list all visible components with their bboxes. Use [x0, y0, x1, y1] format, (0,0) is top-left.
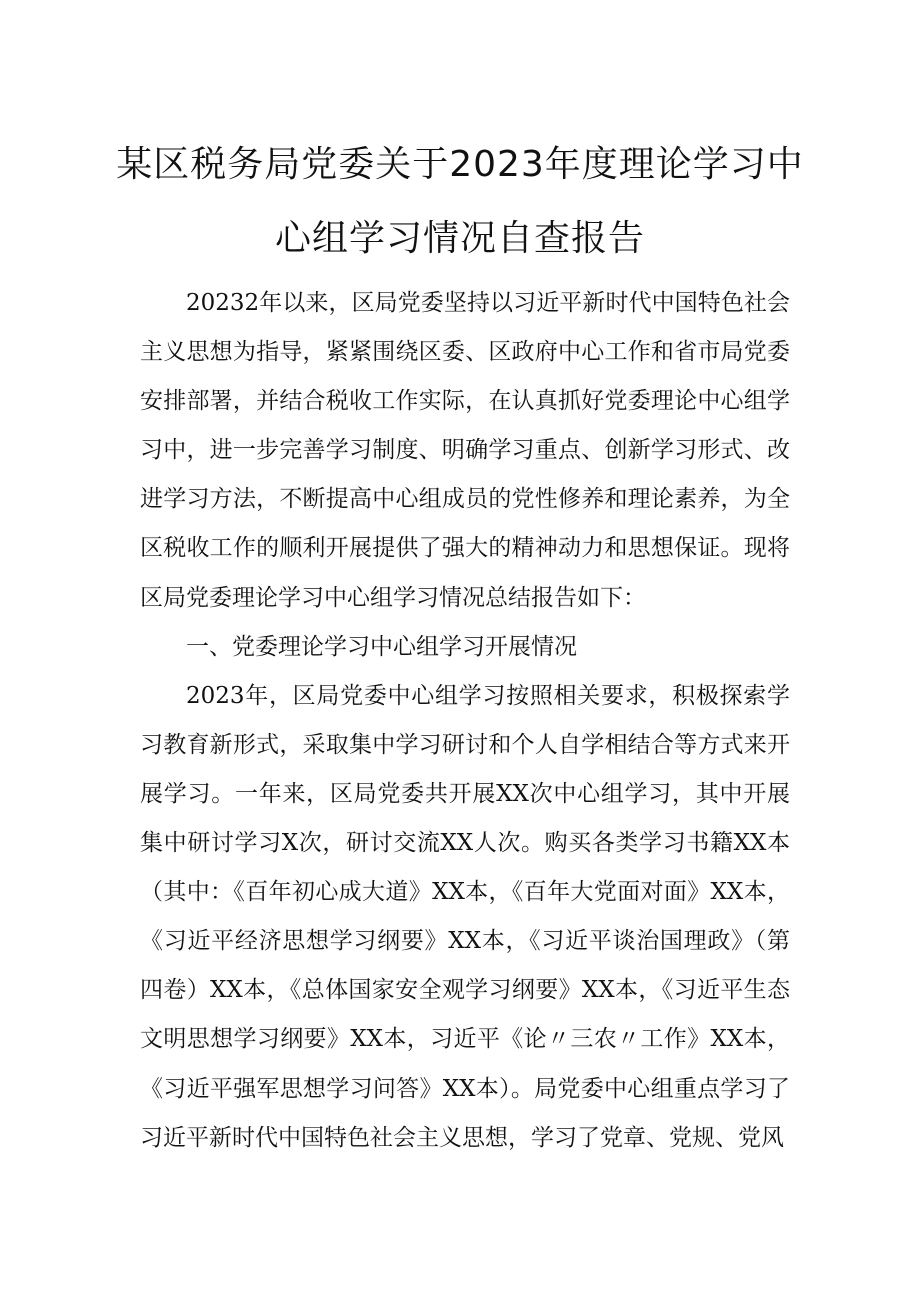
intro-paragraph: 20232年以来，区局党委坚持以习近平新时代中国特色社会主义思想为指导，紧紧围绕区委、区政府中心工作和省市局党委安排部署，并结合税收工作实际，在认真抓好党委理论中心组学习中，进一步完善学习制度、明确学习重点、创新学习形式、改进学习方法，不断提高中心组成员的党性修养和理论素养，为全区税收工作的顺利开展提供了强大的精神动力和思想保证。现将区局党委理论学习中心组学习情况总结报告如下： — [140, 290, 790, 611]
document-title-line-1: 某区税务局党委关于2023年度理论学习中 — [116, 144, 804, 185]
section-heading-1: 一、党委理论学习中心组学习开展情况 — [186, 633, 577, 660]
document-body — [140, 279, 790, 1163]
section-1-paragraph: 2023年，区局党委中心组学习按照相关要求，积极探索学习教育新形式，采取集中学习研讨和个人自学相结合等方式来开展学习。一年来，区局党委共开展XX次中心组学习，其中开展集中研讨学习X次，研讨交流XX人次。购买各类学习书籍XX本（其中：《百年初心成大道》XX本，《百年大党面对面》XX本，《习近平经济思想学习纲要》XX本，《习近平谈治国理政》（第四卷）XX本，《总体国家安全观学习纲要》XX本，《习近平生态文明思想学习纲要》XX本，习近平《论〃三农〃工作》XX本，《习近平强军思想学习问答》XX本）。局党委中心组重点学习了习近平新时代中国特色社会主义思想，学习了党章、党规、党风 — [140, 682, 790, 1151]
document-title-line-2: 心组学习情况自查报告 — [274, 218, 645, 259]
